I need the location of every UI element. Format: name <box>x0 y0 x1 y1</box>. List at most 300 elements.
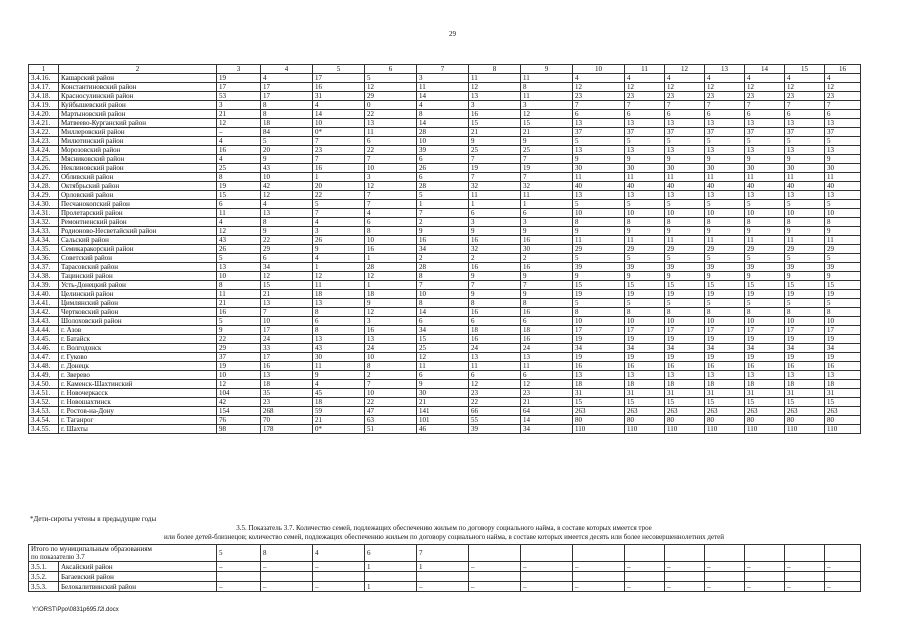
row-value: 10 <box>261 173 313 182</box>
row-value: 3 <box>521 218 573 227</box>
row-value: 23 <box>521 389 573 398</box>
section-heading-line1: 3.5. Показатель 3.7. Количество семей, подлежащих обеспечению жильем по договору социального найма, в составе которых имеется трое <box>236 524 652 532</box>
total-value <box>469 545 521 562</box>
row-value: 13 <box>785 371 825 380</box>
row-value: 11 <box>217 290 261 299</box>
row-value: 76 <box>217 416 261 425</box>
row-value: 16 <box>313 164 365 173</box>
row-value: 1 <box>365 562 417 572</box>
row-label: Морозовский район <box>59 146 217 155</box>
row-number: 3.4.34. <box>29 236 59 245</box>
row-value: 0 <box>365 101 417 110</box>
row-value: 12 <box>365 308 417 317</box>
row-value: 13 <box>705 371 745 380</box>
row-value: 9 <box>825 155 861 164</box>
row-value: 23 <box>705 92 745 101</box>
row-number: 3.4.43. <box>29 317 59 326</box>
row-value: 29 <box>825 245 861 254</box>
row-value: 23 <box>785 92 825 101</box>
row-value: 15 <box>665 398 705 407</box>
row-value: 40 <box>785 182 825 191</box>
row-value: 7 <box>825 101 861 110</box>
row-value: 55 <box>469 416 521 425</box>
row-value: 1 <box>469 200 521 209</box>
table-row <box>29 209 861 218</box>
row-value: 7 <box>365 200 417 209</box>
table-row <box>29 218 861 227</box>
row-value: 12 <box>625 83 665 92</box>
row-value: – <box>261 562 313 572</box>
row-label: Константиновский район <box>59 83 217 92</box>
table-row <box>29 290 861 299</box>
row-number: 3.4.31. <box>29 209 59 218</box>
row-value: 34 <box>261 263 313 272</box>
row-value: 4 <box>705 74 745 83</box>
row-value: 1 <box>365 281 417 290</box>
row-number: 3.4.54. <box>29 416 59 425</box>
row-value: 66 <box>469 407 521 416</box>
row-value: 7 <box>365 380 417 389</box>
row-number: 3.4.30. <box>29 200 59 209</box>
row-value: 30 <box>313 353 365 362</box>
row-value: 9 <box>745 227 785 236</box>
file-path: Y:\ORST\Ppo\0831p695.f2l.docx <box>32 607 119 613</box>
row-label: г. Шахты <box>59 425 217 434</box>
table-row <box>29 389 861 398</box>
row-value: 23 <box>745 92 785 101</box>
table-row <box>29 182 861 191</box>
row-value <box>313 572 365 582</box>
row-value: 15 <box>745 398 785 407</box>
row-value: 6 <box>665 110 705 119</box>
row-number: 3.4.40. <box>29 290 59 299</box>
row-value: 10 <box>313 119 365 128</box>
row-value: 6 <box>705 110 745 119</box>
row-value <box>785 572 825 582</box>
total-value: 7 <box>417 545 469 562</box>
table-row <box>29 137 861 146</box>
row-value: 11 <box>825 236 861 245</box>
row-value: 16 <box>417 236 469 245</box>
row-value: 10 <box>365 353 417 362</box>
row-value: 8 <box>313 308 365 317</box>
row-value: 7 <box>625 101 665 110</box>
row-value: 8 <box>417 272 469 281</box>
row-value: 6 <box>521 371 573 380</box>
row-value: 19 <box>665 335 705 344</box>
row-value: 8 <box>825 218 861 227</box>
column-header: 3 <box>217 65 261 74</box>
row-value: 16 <box>521 263 573 272</box>
row-value: 13 <box>625 146 665 155</box>
row-value: 16 <box>573 362 625 371</box>
row-value: 33 <box>261 344 313 353</box>
row-value: 12 <box>469 83 521 92</box>
row-value: 6 <box>825 110 861 119</box>
row-value: 10 <box>417 137 469 146</box>
row-value: 0* <box>313 128 365 137</box>
row-value: 8 <box>825 308 861 317</box>
row-value: 26 <box>417 164 469 173</box>
row-value: 7 <box>521 173 573 182</box>
row-value: 6 <box>365 218 417 227</box>
row-value: 7 <box>365 191 417 200</box>
row-value: 13 <box>261 299 313 308</box>
row-label: Семикаракорский район <box>59 245 217 254</box>
table-row <box>29 362 861 371</box>
row-value: 3 <box>365 173 417 182</box>
row-value: 9 <box>625 272 665 281</box>
row-value <box>365 572 417 582</box>
row-value: 28 <box>417 128 469 137</box>
row-value: 5 <box>665 200 705 209</box>
table-header-row <box>29 65 861 74</box>
row-label: Советский район <box>59 254 217 263</box>
row-value: 16 <box>365 326 417 335</box>
row-value: – <box>625 582 665 592</box>
row-value: 11 <box>825 173 861 182</box>
row-value: 1 <box>417 200 469 209</box>
row-value: 13 <box>313 335 365 344</box>
row-number: 3.4.21. <box>29 119 59 128</box>
row-value: 6 <box>785 110 825 119</box>
row-value: 17 <box>745 326 785 335</box>
row-value: 6 <box>469 371 521 380</box>
row-label: Шолоховский район <box>59 317 217 326</box>
row-value: 42 <box>217 398 261 407</box>
row-value: 19 <box>573 353 625 362</box>
row-label: г. Волгодонск <box>59 344 217 353</box>
row-value: 12 <box>521 380 573 389</box>
row-value: 19 <box>825 353 861 362</box>
row-number: 3.4.52. <box>29 398 59 407</box>
row-value: 12 <box>217 380 261 389</box>
row-value: 18 <box>313 290 365 299</box>
row-value: 1 <box>313 263 365 272</box>
row-value: 16 <box>217 308 261 317</box>
row-value: 4 <box>665 74 705 83</box>
row-value: 11 <box>745 236 785 245</box>
row-value: 12 <box>313 272 365 281</box>
row-value: 14 <box>417 119 469 128</box>
row-value: 19 <box>745 353 785 362</box>
row-value: 4 <box>625 74 665 83</box>
row-value: 110 <box>825 425 861 434</box>
total-value: 5 <box>217 545 261 562</box>
row-value: 19 <box>665 290 705 299</box>
row-value: 31 <box>745 389 785 398</box>
row-value: 8 <box>573 218 625 227</box>
row-value: 39 <box>469 425 521 434</box>
total-value <box>665 545 705 562</box>
table-row <box>29 191 861 200</box>
table-row <box>29 92 861 101</box>
row-label: Обливский район <box>59 173 217 182</box>
row-value: 18 <box>365 290 417 299</box>
row-value: 10 <box>261 317 313 326</box>
row-value: 5 <box>785 299 825 308</box>
row-value: 16 <box>521 236 573 245</box>
row-value: 13 <box>825 191 861 200</box>
row-value: 5 <box>745 254 785 263</box>
row-value: 46 <box>417 425 469 434</box>
row-label: Цимлянский район <box>59 299 217 308</box>
row-value: – <box>825 562 861 572</box>
row-value: 11 <box>469 191 521 200</box>
row-value: 13 <box>573 119 625 128</box>
row-number: 3.4.29. <box>29 191 59 200</box>
row-value: 21 <box>469 128 521 137</box>
row-value: 80 <box>705 416 745 425</box>
row-value: 19 <box>785 335 825 344</box>
row-value: 10 <box>365 164 417 173</box>
row-value: 19 <box>745 290 785 299</box>
row-value: 23 <box>469 389 521 398</box>
row-value: 11 <box>417 83 469 92</box>
row-value: 16 <box>469 335 521 344</box>
row-label: Мясниковский район <box>59 155 217 164</box>
row-value: 6 <box>521 209 573 218</box>
column-header: 2 <box>59 65 217 74</box>
row-value: 29 <box>705 245 745 254</box>
row-value: 15 <box>573 281 625 290</box>
row-value: 10 <box>365 389 417 398</box>
row-value: 22 <box>313 191 365 200</box>
row-value: 45 <box>313 389 365 398</box>
row-value: 16 <box>745 362 785 371</box>
row-value: 13 <box>785 119 825 128</box>
row-label: Багаевский район <box>59 572 217 582</box>
row-value: 8 <box>665 308 705 317</box>
row-value: 7 <box>469 173 521 182</box>
row-value: 10 <box>365 236 417 245</box>
row-number: 3.4.48. <box>29 362 59 371</box>
row-value: 8 <box>625 218 665 227</box>
row-value: 110 <box>785 425 825 434</box>
row-value: 16 <box>785 362 825 371</box>
row-value: 23 <box>825 92 861 101</box>
row-value: 29 <box>785 245 825 254</box>
column-header: 14 <box>745 65 785 74</box>
row-value: 16 <box>469 263 521 272</box>
row-value: 29 <box>217 344 261 353</box>
row-number: 3.4.35. <box>29 245 59 254</box>
row-value: 13 <box>705 119 745 128</box>
row-value: 2 <box>417 218 469 227</box>
row-value: 24 <box>261 335 313 344</box>
table-row <box>29 263 861 272</box>
row-value: 12 <box>365 272 417 281</box>
row-value: 9 <box>785 155 825 164</box>
row-value: 18 <box>785 380 825 389</box>
row-value: 17 <box>261 83 313 92</box>
row-value: 40 <box>573 182 625 191</box>
table-row <box>29 416 861 425</box>
row-value: 11 <box>665 236 705 245</box>
row-value: 7 <box>313 155 365 164</box>
table-row <box>29 227 861 236</box>
table-row <box>29 380 861 389</box>
row-value: 29 <box>665 245 705 254</box>
row-value: 31 <box>665 389 705 398</box>
table-row <box>29 110 861 119</box>
row-value: 5 <box>573 137 625 146</box>
row-value: 10 <box>625 317 665 326</box>
row-value: 35 <box>261 389 313 398</box>
row-number: 3.4.46. <box>29 344 59 353</box>
row-value: 7 <box>417 281 469 290</box>
row-value: 10 <box>665 209 705 218</box>
row-value: 24 <box>365 344 417 353</box>
row-value: 32 <box>469 245 521 254</box>
row-value: 17 <box>261 326 313 335</box>
row-label: Тарасовский район <box>59 263 217 272</box>
total-value <box>825 545 861 562</box>
row-number: 3.4.23. <box>29 137 59 146</box>
row-value: 23 <box>313 146 365 155</box>
row-value: 15 <box>745 281 785 290</box>
column-header: 13 <box>705 65 745 74</box>
row-value: – <box>469 562 521 572</box>
row-value: 30 <box>705 164 745 173</box>
row-label: Куйбышевский район <box>59 101 217 110</box>
row-value: 53 <box>217 92 261 101</box>
row-value: 9 <box>469 290 521 299</box>
table-row <box>29 299 861 308</box>
row-value: 29 <box>625 245 665 254</box>
row-number: 3.4.42. <box>29 308 59 317</box>
row-value: 9 <box>705 155 745 164</box>
row-value: 263 <box>785 407 825 416</box>
row-value: 9 <box>469 272 521 281</box>
row-value: 6 <box>745 110 785 119</box>
row-value: 30 <box>573 164 625 173</box>
row-value: 31 <box>705 389 745 398</box>
row-value: 4 <box>825 74 861 83</box>
row-value: 16 <box>665 362 705 371</box>
table-row <box>29 272 861 281</box>
row-value: 39 <box>665 263 705 272</box>
row-value: 13 <box>261 209 313 218</box>
row-value: 19 <box>625 290 665 299</box>
row-value: 39 <box>573 263 625 272</box>
row-value: 8 <box>365 362 417 371</box>
row-value: 5 <box>705 299 745 308</box>
row-number: 3.4.37. <box>29 263 59 272</box>
row-value: 8 <box>521 299 573 308</box>
row-value: 9 <box>665 272 705 281</box>
total-value <box>625 545 665 562</box>
row-value: 5 <box>705 137 745 146</box>
row-label: Усть-Донецкий район <box>59 281 217 290</box>
row-value: 13 <box>573 371 625 380</box>
row-value: 80 <box>625 416 665 425</box>
row-value: 20 <box>313 182 365 191</box>
row-value: 16 <box>469 308 521 317</box>
row-value: 7 <box>261 308 313 317</box>
row-value: 19 <box>469 164 521 173</box>
column-header: 12 <box>665 65 705 74</box>
row-value: 18 <box>261 380 313 389</box>
row-value: 22 <box>365 398 417 407</box>
table-row <box>29 146 861 155</box>
row-value: 16 <box>521 335 573 344</box>
row-value: 13 <box>705 146 745 155</box>
row-value: 19 <box>825 290 861 299</box>
row-number: 3.4.22. <box>29 128 59 137</box>
row-value: 22 <box>365 146 417 155</box>
row-value: 18 <box>665 380 705 389</box>
column-header: 4 <box>261 65 313 74</box>
row-value: 30 <box>625 164 665 173</box>
row-value: 4 <box>417 101 469 110</box>
row-value: 4 <box>261 200 313 209</box>
row-value: 12 <box>745 83 785 92</box>
row-value: 15 <box>705 281 745 290</box>
row-value: – <box>705 582 745 592</box>
row-value: 34 <box>705 344 745 353</box>
row-label: Мартыновский район <box>59 110 217 119</box>
row-value: – <box>521 582 573 592</box>
row-value: 11 <box>417 362 469 371</box>
row-value: 8 <box>705 218 745 227</box>
row-value <box>521 572 573 582</box>
row-value: 39 <box>417 146 469 155</box>
table-row <box>29 254 861 263</box>
row-value: 11 <box>745 173 785 182</box>
column-header: 8 <box>469 65 521 74</box>
row-value: 11 <box>705 173 745 182</box>
row-label: Миллеровский район <box>59 128 217 137</box>
row-value: 13 <box>261 371 313 380</box>
row-value: 9 <box>573 272 625 281</box>
row-value: 12 <box>365 83 417 92</box>
row-value: 8 <box>745 308 785 317</box>
row-value: 6 <box>417 371 469 380</box>
row-value: 9 <box>469 137 521 146</box>
table-row <box>29 173 861 182</box>
row-label: г. Ростов-на-Дону <box>59 407 217 416</box>
row-value: 10 <box>825 317 861 326</box>
row-value: 11 <box>521 362 573 371</box>
row-value: 15 <box>665 281 705 290</box>
row-value: 31 <box>313 92 365 101</box>
row-value: – <box>785 562 825 572</box>
row-value: 26 <box>313 236 365 245</box>
row-value: 23 <box>573 92 625 101</box>
row-value: 25 <box>521 146 573 155</box>
row-value: 4 <box>313 380 365 389</box>
column-header: 15 <box>785 65 825 74</box>
row-value: 20 <box>261 146 313 155</box>
row-value: 9 <box>825 227 861 236</box>
row-value <box>469 572 521 582</box>
footnote: *Дети-сироты учтены в предыдущие годы <box>30 515 157 523</box>
row-value: 2 <box>521 254 573 263</box>
row-value: 9 <box>665 227 705 236</box>
row-value: 10 <box>785 317 825 326</box>
row-value: 5 <box>417 191 469 200</box>
row-value: 7 <box>573 101 625 110</box>
row-value: – <box>469 582 521 592</box>
row-value: 5 <box>825 137 861 146</box>
total-row <box>29 545 861 562</box>
row-label: Родионово-Несветайский район <box>59 227 217 236</box>
column-header: 5 <box>313 65 365 74</box>
row-value: 10 <box>625 209 665 218</box>
column-header: 9 <box>521 65 573 74</box>
table-row <box>29 335 861 344</box>
